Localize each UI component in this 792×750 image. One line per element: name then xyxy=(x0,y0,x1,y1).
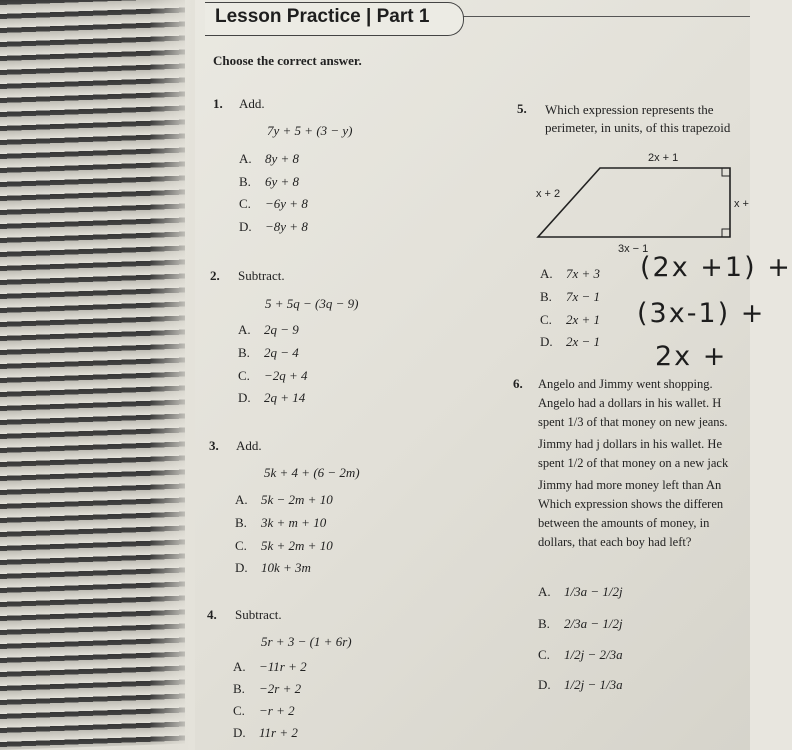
question-1-choice-a[interactable]: A. 8y + 8 xyxy=(239,151,300,166)
question-3-choice-a[interactable]: A. 5k − 2m + 10 xyxy=(235,492,333,507)
question-2-expression: 5 + 5q − (3q − 9) xyxy=(265,296,359,311)
question-3-choice-b[interactable]: B. 3k + m + 10 xyxy=(235,515,327,530)
trapezoid-bottom-label: 3x − 1 xyxy=(618,243,649,255)
question-4-choice-a[interactable]: A. −11r + 2 xyxy=(233,659,307,674)
question-2-choice-a[interactable]: A. 2q − 9 xyxy=(238,322,299,337)
question-1-choice-c[interactable]: C. −6y + 8 xyxy=(239,196,308,211)
trapezoid-top-label: 2x + 1 xyxy=(648,152,679,164)
question-6-line-1: Angelo and Jimmy went shopping. xyxy=(538,377,713,391)
question-6-line-5: spent 1/2 of that money on a new jack xyxy=(538,456,729,470)
question-4-prompt: Subtract. xyxy=(235,607,282,622)
question-6-line-6: Jimmy had more money left than An xyxy=(538,478,722,492)
question-6-choice-c[interactable]: C. 1/2j − 2/3a xyxy=(538,647,623,662)
right-angle-mark-bottom xyxy=(722,229,730,237)
question-1-number: 1. xyxy=(213,96,223,111)
question-3-choice-d[interactable]: D. 10k + 3m xyxy=(235,560,311,575)
question-2-number: 2. xyxy=(210,268,220,283)
trapezoid-right-label: x + xyxy=(734,198,749,210)
question-6-line-7: Which expression shows the differen xyxy=(538,497,724,511)
question-5-number: 5. xyxy=(517,101,527,116)
right-angle-mark-top xyxy=(722,168,730,176)
question-3-choice-c[interactable]: C. 5k + 2m + 10 xyxy=(235,538,333,553)
trapezoid-figure xyxy=(530,145,750,260)
question-2-choice-c[interactable]: C. −2q + 4 xyxy=(238,368,308,383)
question-5-prompt-line-2: perimeter, in units, of this trapezoid xyxy=(545,120,731,135)
question-1-expression: 7y + 5 + (3 − y) xyxy=(267,123,353,138)
question-1-prompt: Add. xyxy=(239,96,265,111)
question-6-line-4: Jimmy had j dollars in his wallet. He xyxy=(538,437,723,451)
question-2-choice-b[interactable]: B. 2q − 4 xyxy=(238,345,299,360)
trapezoid-left-label: x + 2 xyxy=(536,188,561,200)
question-3-expression: 5k + 4 + (6 − 2m) xyxy=(264,465,360,480)
question-6-line-9: dollars, that each boy had left? xyxy=(538,535,692,549)
question-6-line-2: Angelo had a dollars in his wallet. H xyxy=(538,396,722,410)
question-3-prompt: Add. xyxy=(236,438,262,453)
question-4-choice-c[interactable]: C. −r + 2 xyxy=(233,703,295,718)
handwritten-note-3: 2x + xyxy=(655,341,728,372)
question-2-prompt: Subtract. xyxy=(238,268,285,283)
question-4-number: 4. xyxy=(207,607,217,622)
question-6-choice-d[interactable]: D. 1/2j − 1/3a xyxy=(538,677,623,692)
trapezoid-shape xyxy=(538,168,730,237)
question-5-choice-d[interactable]: D. 2x − 1 xyxy=(540,334,601,349)
question-5-prompt-line-1: Which expression represents the xyxy=(545,102,714,117)
question-6-line-8: between the amounts of money, in xyxy=(538,516,710,530)
question-5-choice-b[interactable]: B. 7x − 1 xyxy=(540,289,601,304)
question-6-number: 6. xyxy=(513,376,523,391)
handwritten-note-2: (3x-1) + xyxy=(637,298,766,329)
question-5-choice-c[interactable]: C. 2x + 1 xyxy=(540,312,601,327)
question-5-choice-a[interactable]: A. 7x + 3 xyxy=(540,266,601,281)
question-6-line-3: spent 1/3 of that money on new jeans. xyxy=(538,415,728,429)
question-6-choice-b[interactable]: B. 2/3a − 1/2j xyxy=(538,616,623,631)
question-4-expression: 5r + 3 − (1 + 6r) xyxy=(261,634,352,649)
instructions: Choose the correct answer. xyxy=(213,53,362,68)
question-4-choice-d[interactable]: D. 11r + 2 xyxy=(233,725,298,740)
question-2-choice-d[interactable]: D. 2q + 14 xyxy=(238,390,306,405)
page-title: Lesson Practice | Part 1 xyxy=(215,6,430,27)
question-1-choice-d[interactable]: D. −8y + 8 xyxy=(239,219,308,234)
binding-shadow xyxy=(150,0,195,750)
question-4-choice-b[interactable]: B. −2r + 2 xyxy=(233,681,302,696)
question-6-choice-a[interactable]: A. 1/3a − 1/2j xyxy=(538,584,623,599)
handwritten-note-1: (2x +1) + xyxy=(640,252,792,283)
question-3-number: 3. xyxy=(209,438,219,453)
question-1-choice-b[interactable]: B. 6y + 8 xyxy=(239,174,300,189)
